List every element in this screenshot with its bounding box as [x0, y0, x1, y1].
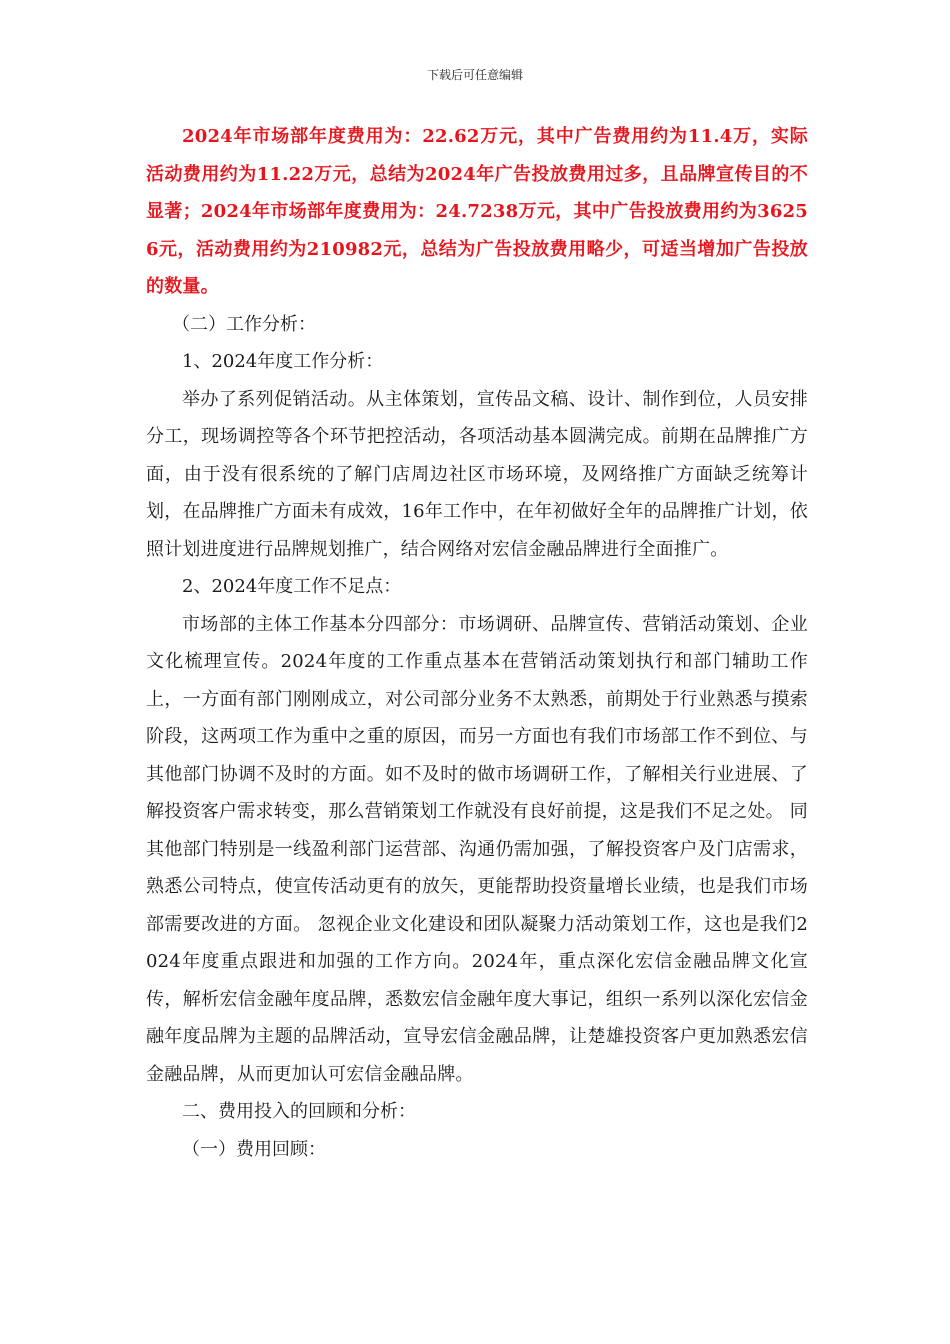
section-two-heading: 二、费用投入的回顾和分析：: [182, 1101, 416, 1122]
sub1-heading: 1、2024年度工作分析：: [182, 351, 384, 372]
section-two-sub1-heading: （一）费用回顾：: [182, 1138, 326, 1160]
document-body: [146, 118, 808, 1168]
section-work-analysis-heading: （二）工作分析：: [172, 313, 316, 335]
summary-paragraph-red: 2024年市场部年度费用为：22.62万元，其中广告费用约为11.4万，实际活动费用约为11.22万元，总结为2024年广告投放费用过多，且品牌宣传目的不显著；2024年市场部年度费用为：24.7238万元，其中广告投放费用约为36256元，活动费用约为210982元，总结为广告投放费用略少，可适当增加广告投放的数量。: [146, 126, 808, 297]
sub2-heading: 2、2024年度工作不足点：: [182, 576, 402, 597]
header-note: 下载后可任意编辑: [426, 68, 523, 82]
sub2-body-paragraph: 市场部的主体工作基本分四部分：市场调研、品牌宣传、营销活动策划、企业文化梳理宣传。2024年度的工作重点基本在营销活动策划执行和部门辅助工作上，一方面有部门刚刚成立，对公司部分业务不太熟悉，前期处于行业熟悉与摸索阶段，这两项工作为重中之重的原因，而另一方面也有我们市场部工作不到位、与其他部门协调不及时的方面。如不及时的做市场调研工作，了解相关行业进展、了解投资客户需求转变，那么营销策划工作就没有良好前提，这是我们不足之处。 同其他部门特别是一线盈利部门运营部、沟通仍需加强，了解投资客户及门店需求，熟悉公司特点，使宣传活动更有的放矢，更能帮助投资量增长业绩，也是我们市场部需要改进的方面。 忽视企业文化建设和团队凝聚力活动策划工作，这也是我们2024年度重点跟进和加强的工作方向。2024年，重点深化宏信金融品牌文化宣传，解析宏信金融年度品牌，悉数宏信金融年度大事记，组织一系列以深化宏信金融年度品牌为主题的品牌活动，宣导宏信金融品牌，让楚雄投资客户更加熟悉宏信金融品牌，从而更加认可宏信金融品牌。: [146, 613, 808, 1085]
sub1-body-paragraph: 举办了系列促销活动。从主体策划，宣传品文稿、设计、制作到位，人员安排分工，现场调控等各个环节把控活动，各项活动基本圆满完成。前期在品牌推广方面，由于没有很系统的了解门店周边社区市场环境，及网络推广方面缺乏统筹计划，在品牌推广方面未有成效，16年工作中，在年初做好全年的品牌推广计划，依照计划进度进行品牌规划推广，结合网络对宏信金融品牌进行全面推广。: [146, 388, 808, 560]
